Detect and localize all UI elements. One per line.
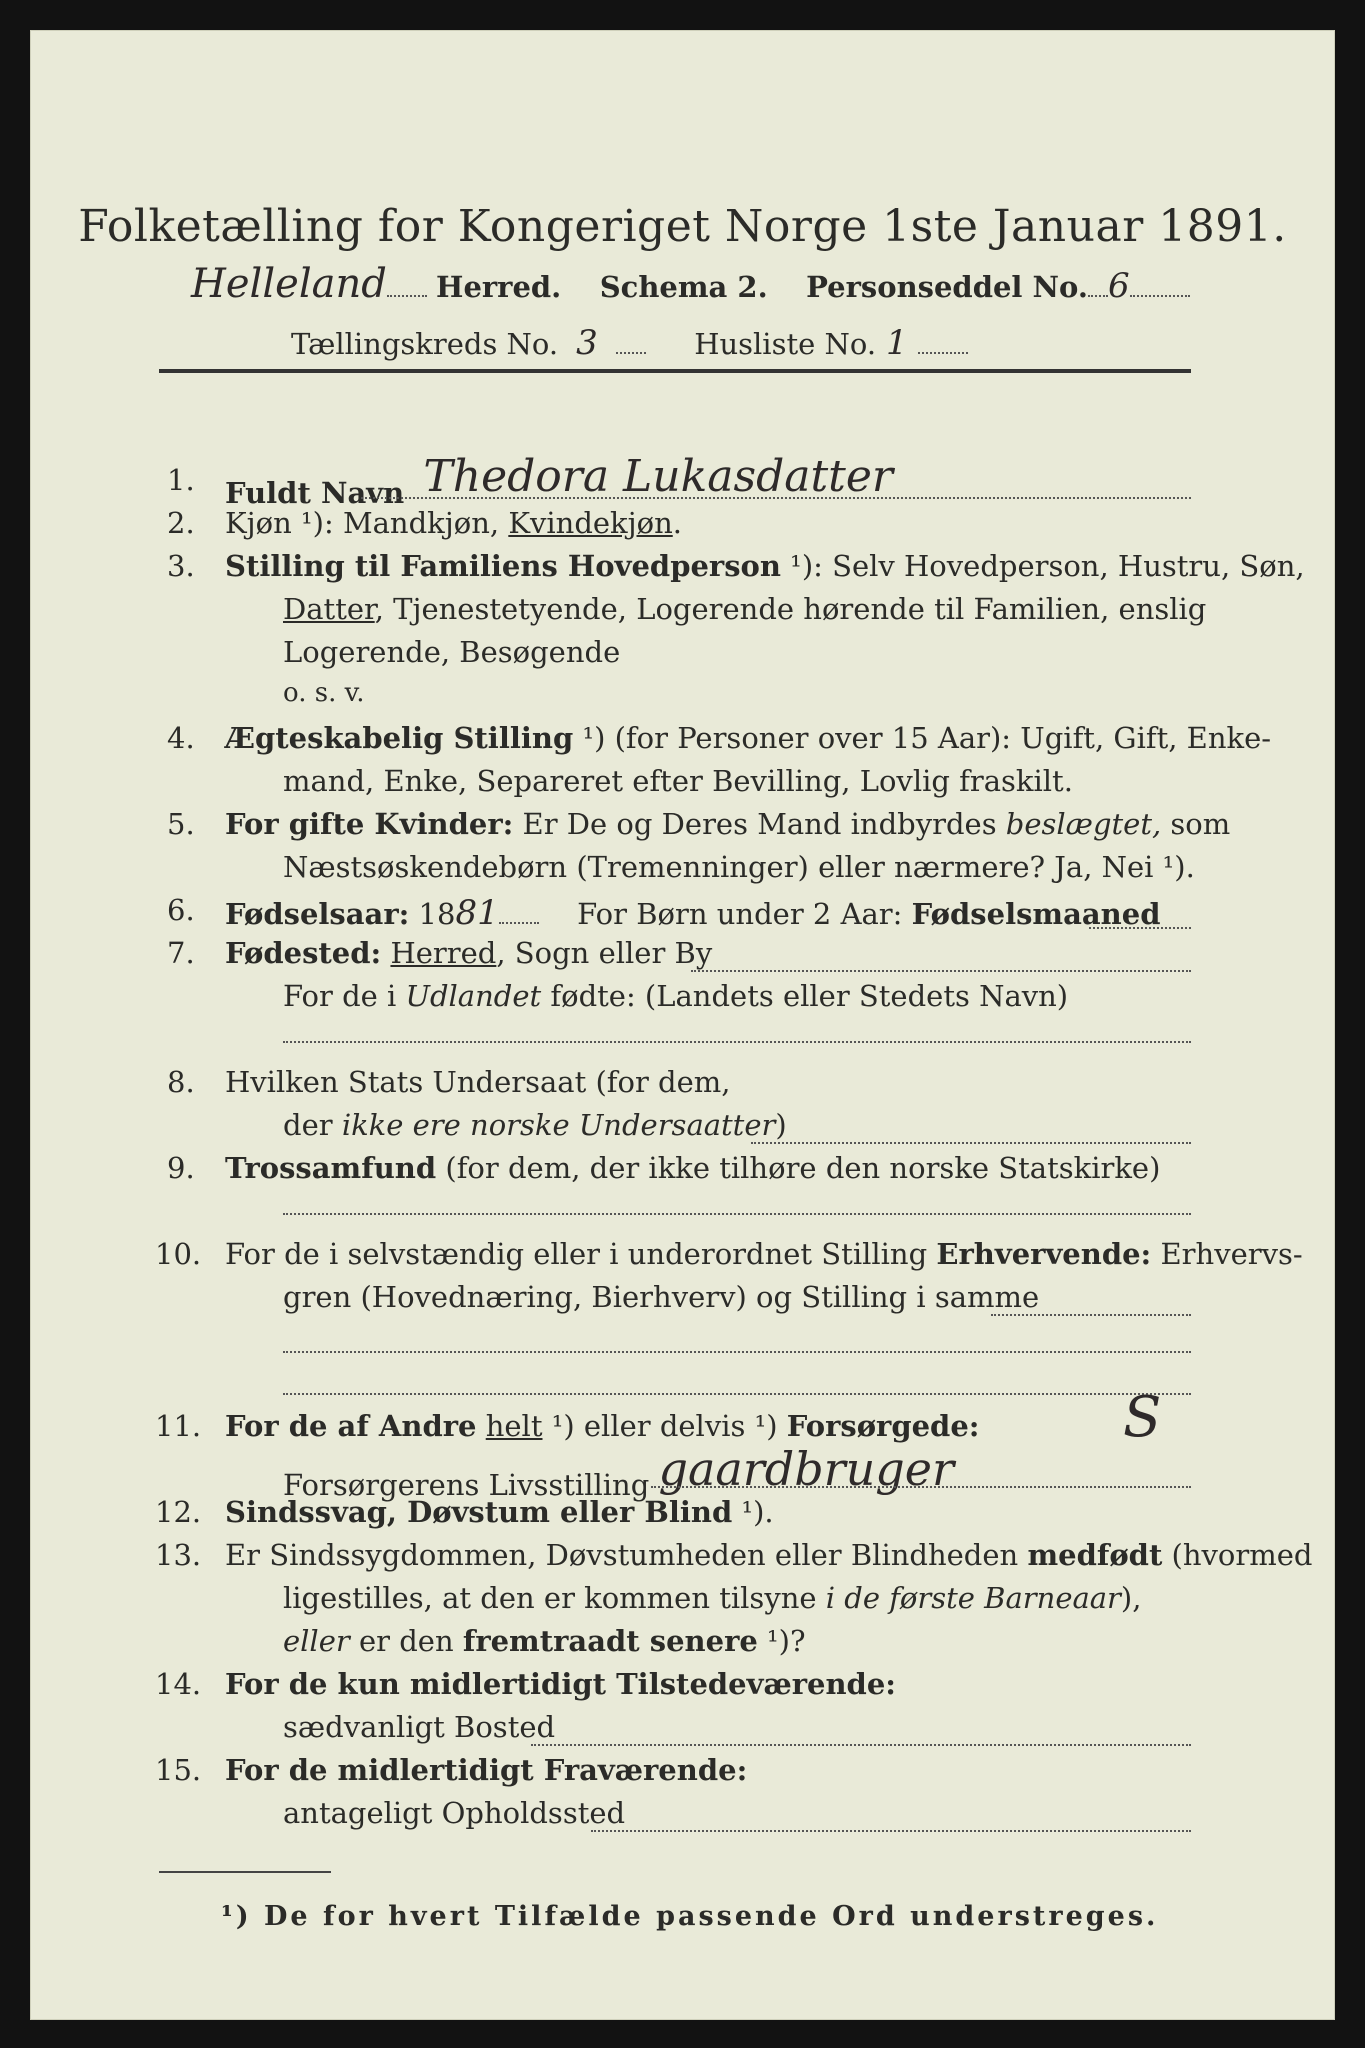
field-10-dotline <box>991 1314 1191 1316</box>
field-10-rest: Erhvervs- <box>1151 1237 1303 1271</box>
field-1-number: 1. <box>167 463 195 497</box>
herred-label: Herred. <box>436 270 562 304</box>
field-5-rest-end: som <box>1161 807 1231 841</box>
husliste-no: 1 <box>886 323 908 363</box>
field-3-line2 <box>283 592 1206 626</box>
field-11-row <box>225 1409 979 1443</box>
field-13-label: medfødt <box>1027 1538 1163 1572</box>
field-8-line2 <box>283 1108 787 1142</box>
field-8-row <box>225 1065 731 1099</box>
field-14-row <box>225 1667 896 1701</box>
field-10-row <box>225 1237 1303 1271</box>
field-11-mark: S <box>1123 1385 1162 1450</box>
field-4-number: 4. <box>167 721 195 755</box>
field-6-row <box>225 893 1161 933</box>
census-form-page <box>30 30 1335 2020</box>
field-8-rest: (for dem, <box>586 1065 731 1099</box>
field-11-number: 11. <box>155 1409 202 1443</box>
field-15-dotline <box>591 1830 1191 1832</box>
field-13-line3-italic: eller <box>283 1624 350 1658</box>
form-title: Folketælling for Kongeriget Norge 1ste Januar 1891. <box>78 201 1287 252</box>
field-8-number: 8. <box>167 1065 195 1099</box>
field-15-label: For de midlertidigt Fraværende: <box>225 1753 748 1787</box>
field-10-label: Erhvervende: <box>936 1237 1152 1271</box>
field-8-dotline <box>751 1142 1191 1144</box>
herred-line <box>191 261 1190 307</box>
field-7-dotline-2 <box>283 1041 1191 1043</box>
field-7-number: 7. <box>167 936 195 970</box>
herred-name: Helleland <box>191 261 387 307</box>
field-10-line2: gren (Hovednæring, Bierhverv) og Stilling i samme <box>283 1280 1040 1314</box>
field-5-row <box>225 807 1230 841</box>
field-2-underlined: Kvindekjøn <box>508 506 673 540</box>
field-2-label: Kjøn ¹): Mandkjøn, <box>225 506 509 540</box>
field-8-line2-a: der <box>283 1108 342 1142</box>
field-4-row <box>225 721 1271 755</box>
field-3-underlined: Datter <box>283 592 375 626</box>
field-13-line2-b: ), <box>1120 1581 1142 1615</box>
field-12-row <box>225 1495 774 1529</box>
field-9-rest: (for dem, der ikke tilhøre den norske Statskirke) <box>436 1151 1161 1185</box>
field-4-label: Ægteskabelig Stilling <box>225 721 574 755</box>
field-7-line2 <box>283 979 1068 1013</box>
field-8-line2-b: ) <box>775 1108 787 1142</box>
field-13-rest2: (hvormed <box>1162 1538 1313 1572</box>
field-3-line3: Logerende, Besøgende <box>283 635 621 669</box>
field-1-dotline <box>361 497 1191 499</box>
footnote: ¹) De for hvert Tilfælde passende Ord understreges. <box>221 1901 1159 1932</box>
field-7-underlined: Herred <box>390 936 497 970</box>
field-10-number: 10. <box>155 1237 202 1271</box>
field-3-rest: ¹): Selv Hovedperson, Hustru, Søn, <box>780 549 1305 583</box>
footnote-rule <box>159 1871 331 1873</box>
field-7-line2-italic: Udlandet <box>405 979 542 1013</box>
field-5-rest-italic: beslægtet, <box>1005 807 1162 841</box>
taellingskreds-line <box>291 323 968 363</box>
field-13-row <box>225 1538 1312 1572</box>
field-12-number: 12. <box>155 1495 202 1529</box>
field-10-dotline-2 <box>283 1351 1191 1353</box>
field-6-number: 6. <box>167 893 195 927</box>
full-name-value: Thedora Lukasdatter <box>423 451 893 502</box>
field-11-label2: Forsørgede: <box>786 1409 980 1443</box>
field-14-number: 14. <box>155 1667 202 1701</box>
field-2-rest: . <box>672 506 682 540</box>
schema-label: Schema 2. <box>599 270 768 304</box>
field-13-line2-italic: i de første Barneaar <box>825 1581 1121 1615</box>
field-2-number: 2. <box>167 506 195 540</box>
field-9-number: 9. <box>167 1151 195 1185</box>
field-14-dotline <box>531 1744 1191 1746</box>
field-13-line3-b: ¹)? <box>757 1624 806 1658</box>
taellingskreds-label: Tællingskreds No. <box>291 327 559 361</box>
field-13-line3 <box>283 1624 806 1658</box>
field-5-label: For gifte Kvinder: <box>225 807 514 841</box>
field-6-label: Fødselsaar: <box>225 897 410 931</box>
forsorger-livsstilling-value: gaardbruger <box>658 1442 954 1496</box>
field-15-number: 15. <box>155 1753 202 1787</box>
husliste-label: Husliste No. <box>694 327 877 361</box>
field-13-line2-a: ligestilles, at den er kommen tilsyne <box>283 1581 826 1615</box>
field-2-row <box>225 506 682 540</box>
field-11-dotline <box>651 1486 1191 1488</box>
field-7-row <box>225 936 712 970</box>
field-7-line2-b: fødte: (Landets eller Stedets Navn) <box>541 979 1069 1013</box>
field-4-rest: ¹) (for Personer over 15 Aar): Ugift, Gift, Enke- <box>573 721 1272 755</box>
field-14-line2: sædvanligt Bosted <box>283 1710 556 1744</box>
field-8-line2-italic: ikke ere norske Undersaatter <box>341 1108 776 1142</box>
field-15-line2: antageligt Opholdssted <box>283 1796 626 1830</box>
personseddel-no: 6 <box>1107 266 1130 306</box>
field-6-dotline <box>1089 927 1191 929</box>
field-10-dotline-3 <box>283 1393 1191 1395</box>
field-11-line2-label: Forsørgerens Livsstilling <box>283 1468 650 1502</box>
field-12-rest: ¹). <box>732 1495 774 1529</box>
field-11-rest: ¹) eller delvis ¹) <box>542 1409 787 1443</box>
header-rule <box>159 369 1191 373</box>
field-11-label: For de af Andre <box>225 1409 477 1443</box>
taellingskreds-no: 3 <box>576 323 598 363</box>
birth-year-value: 81 <box>455 893 499 933</box>
field-3-number: 3. <box>167 549 195 583</box>
field-3-row <box>225 549 1305 583</box>
field-6-label2: Fødselsmaaned <box>911 897 1161 931</box>
field-14-label: For de kun midlertidigt Tilstedeværende: <box>225 1667 896 1701</box>
field-15-row <box>225 1753 747 1787</box>
field-7-label: Fødested: <box>225 936 382 970</box>
field-13-line3-bold: fremtraadt senere <box>462 1624 758 1658</box>
field-3-line4: o. s. v. <box>283 678 365 708</box>
field-13-line3-a: er den <box>349 1624 463 1658</box>
field-1-label: Fuldt Navn <box>225 476 405 510</box>
field-4-line2: mand, Enke, Separeret efter Bevilling, Lovlig fraskilt. <box>283 764 1073 798</box>
field-9-label: Trossamfund <box>225 1151 437 1185</box>
field-8-label: Hvilken Stats Undersaat <box>225 1065 587 1099</box>
field-13-number: 13. <box>155 1538 202 1572</box>
field-12-label: Sindssvag, Døvstum eller Blind <box>225 1495 733 1529</box>
field-3-label: Stilling til Familiens Hovedperson <box>225 549 781 583</box>
field-7-line2-a: For de i <box>283 979 406 1013</box>
field-11-underlined: helt <box>485 1409 543 1443</box>
field-9-row <box>225 1151 1160 1185</box>
field-7-rest: , Sogn eller By <box>496 936 713 970</box>
field-6-rest2: For Børn under 2 Aar: <box>577 897 912 931</box>
field-13-rest: Er Sindssygdommen, Døvstumheden eller Blindheden <box>225 1538 1028 1572</box>
field-5-line2: Næstsøskendebørn (Tremenninger) eller nærmere? Ja, Nei ¹). <box>283 850 1195 884</box>
personseddel-label: Personseddel No. <box>806 270 1088 304</box>
field-9-dotline <box>283 1213 1191 1215</box>
field-7-dotline <box>691 970 1191 972</box>
field-6-rest: 18 <box>409 897 456 931</box>
field-5-rest: Er De og Deres Mand indbyrdes <box>513 807 1006 841</box>
field-10-label-a: For de i selvstændig eller i underordnet Stilling <box>225 1237 937 1271</box>
field-3-line2-text: , Tjenestetyende, Logerende hørende til Familien, enslig <box>374 592 1207 626</box>
field-5-number: 5. <box>167 807 195 841</box>
field-13-line2 <box>283 1581 1141 1615</box>
